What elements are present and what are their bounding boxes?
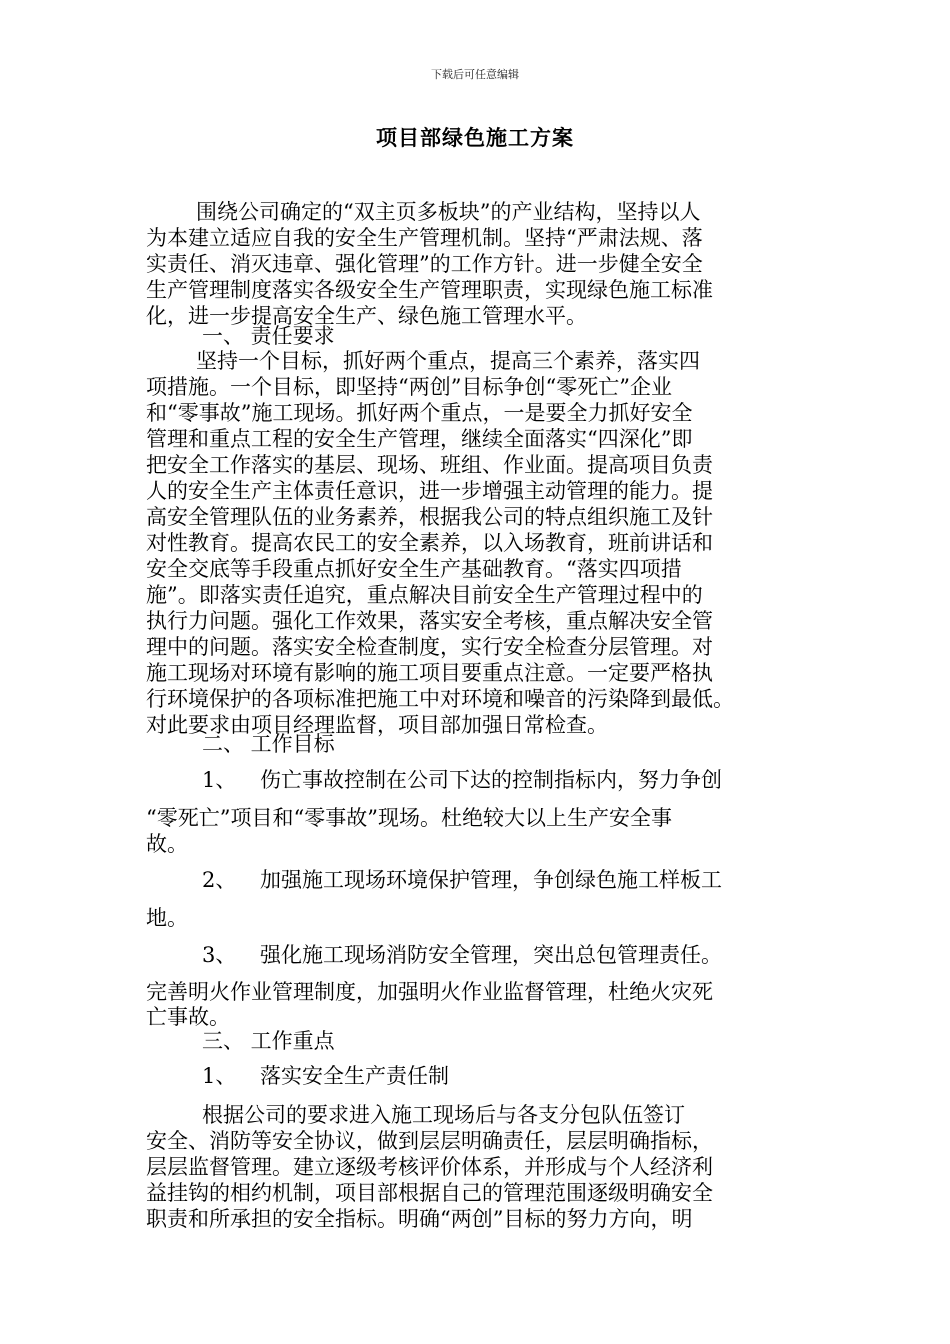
paragraph-line: 实责任、消灭违章、强化管理”的工作方针。进一步健全安全 [146, 252, 703, 276]
list-text: 强化施工现场消防安全管理，突出总包管理责任。 [260, 943, 722, 967]
paragraph-line: 项措施。一个目标，即坚持“两创”目标争创“零死亡”企业 [146, 375, 672, 399]
paragraph-line: 层层监督管理。建立逐级考核评价体系，并形成与个人经济利 [146, 1155, 713, 1179]
paragraph-line: 故。 [146, 832, 188, 856]
paragraph-line: 生产管理制度落实各级安全生产管理职责，实现绿色施工标准 [146, 278, 713, 302]
paragraph-line: 把安全工作落实的基层、现场、班组、作业面。提高项目负责 [146, 453, 713, 477]
paragraph-line: 和“零事故”施工现场。抓好两个重点，一是要全力抓好安全 [146, 401, 693, 425]
paragraph-line: 根据公司的要求进入施工现场后与各支分包队伍签订 [202, 1103, 685, 1127]
list-item [202, 768, 722, 792]
paragraph-line: 化，进一步提高安全生产、绿色施工管理水平。 [146, 304, 587, 328]
paragraph-line: 施”。即落实责任追究，重点解决目前安全生产管理过程中的 [146, 583, 703, 607]
paragraph-line: 坚持一个目标，抓好两个重点，提高三个素养，落实四 [196, 349, 700, 373]
section-heading: 三、 工作重点 [202, 1029, 335, 1053]
list-text: 伤亡事故控制在公司下达的控制指标内，努力争创 [260, 768, 722, 792]
paragraph-line: 职责和所承担的安全指标。明确“两创”目标的努力方向，明 [146, 1207, 693, 1231]
paragraph-line: 亡事故。 [146, 1005, 230, 1029]
paragraph-line: 施工现场对环境有影响的施工项目要重点注意。一定要严格执 [146, 661, 713, 685]
header-note: 下载后可任意编辑 [431, 68, 519, 81]
paragraph-line: 地。 [146, 906, 188, 930]
paragraph-line: 对此要求由项目经理监督，项目部加强日常检查。 [146, 713, 608, 737]
paragraph-line: 理中的问题。落实安全检查制度，实行安全检查分层管理。对 [146, 635, 713, 659]
paragraph-line: 完善明火作业管理制度，加强明火作业监督管理，杜绝火灾死 [146, 980, 713, 1004]
paragraph-line: 管理和重点工程的安全生产管理，继续全面落实“四深化”即 [146, 427, 693, 451]
paragraph-line: 对性教育。提高农民工的安全素养，以入场教育，班前讲话和 [146, 531, 713, 555]
paragraph-line: 执行力问题。强化工作效果，落实安全考核，重点解决安全管 [146, 609, 713, 633]
list-text: 落实安全生产责任制 [260, 1064, 449, 1088]
list-item [202, 1064, 449, 1088]
list-number: 2、 [202, 868, 237, 892]
paragraph-line: 为本建立适应自我的安全生产管理机制。坚持“严肃法规、落 [146, 226, 703, 250]
paragraph-line: 高安全管理队伍的业务素养，根据我公司的特点组织施工及针 [146, 505, 713, 529]
section-heading: 二、 工作目标 [202, 732, 335, 756]
paragraph-line: 围绕公司确定的“双主页多板块”的产业结构，坚持以人 [196, 200, 701, 224]
list-number: 3、 [202, 943, 237, 967]
paragraph-line: 安全交底等手段重点抓好安全生产基础教育。“落实四项措 [146, 557, 682, 581]
list-item [202, 943, 722, 967]
list-number: 1、 [202, 1064, 237, 1088]
list-number: 1、 [202, 768, 237, 792]
paragraph-line: 行环境保护的各项标准把施工中对环境和噪音的污染降到最低。 [146, 687, 734, 711]
list-item [202, 868, 722, 892]
paragraph-line: 益挂钩的相约机制，项目部根据自己的管理范围逐级明确安全 [146, 1181, 713, 1205]
paragraph-line: “零死亡”项目和“零事故”现场。杜绝较大以上生产安全事 [146, 806, 672, 830]
paragraph-line: 人的安全生产主体责任意识，进一步增强主动管理的能力。提 [146, 479, 713, 503]
section-heading: 一、 责任要求 [202, 324, 335, 348]
paragraph-line: 安全、消防等安全协议，做到层层明确责任，层层明确指标， [146, 1129, 713, 1153]
list-text: 加强施工现场环境保护管理，争创绿色施工样板工 [260, 868, 722, 892]
document-title: 项目部绿色施工方案 [376, 125, 574, 150]
